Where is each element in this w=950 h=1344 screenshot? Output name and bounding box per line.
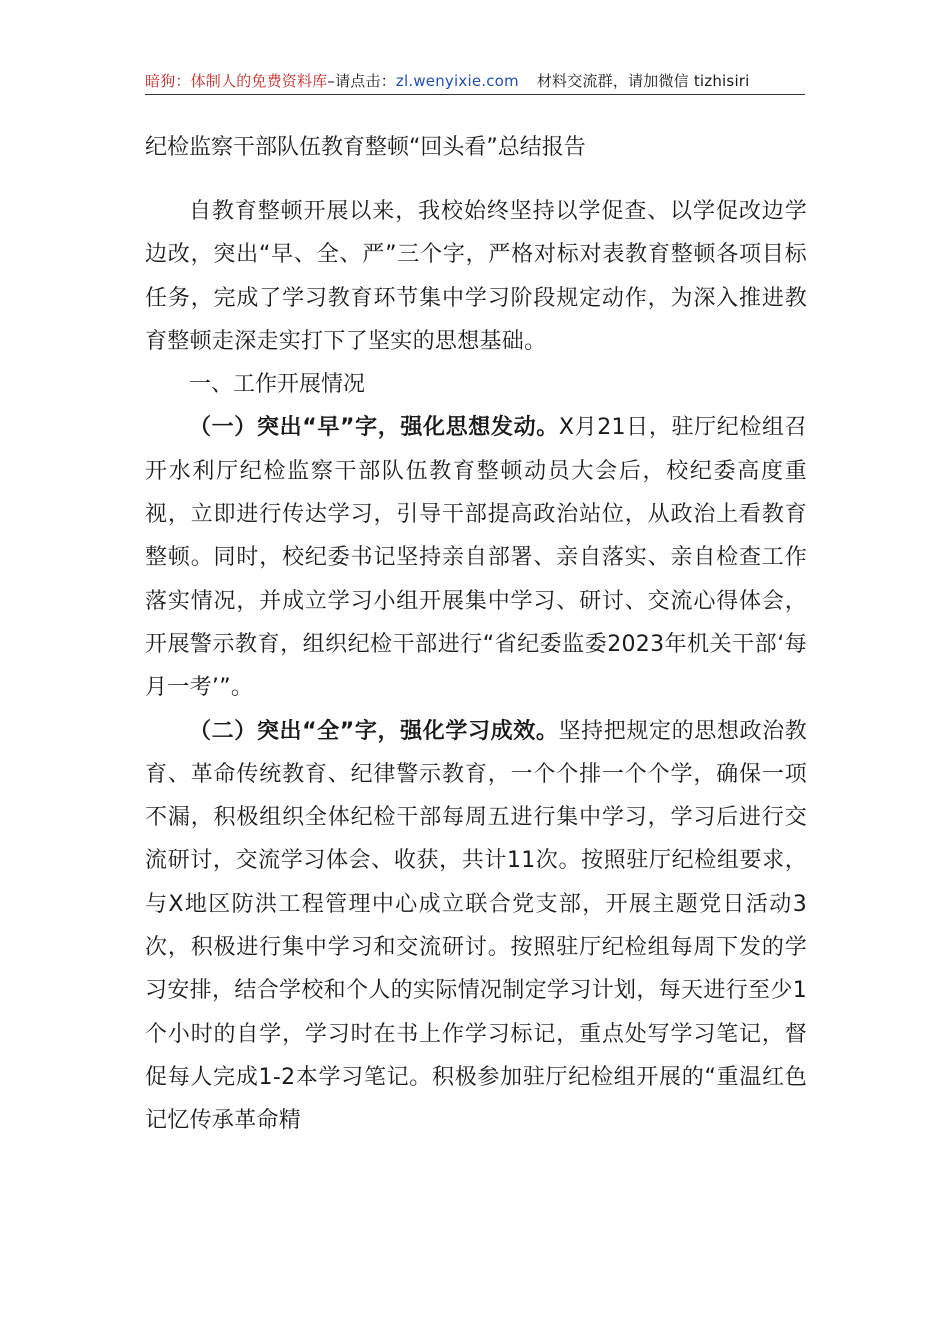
item-1-text: X月21日，驻厅纪检组召开水利厅纪检监察干部队伍教育整顿动员大会后，校纪委高度重视，立即进行传达学习，引导干部提高政治站位，从政治上看教育整顿。同时，校纪委书记坚持亲自部署、亲自落实、亲自检查工作落实情况，并成立学习小组开展集中学习、研讨、交流心得体会，开展警示教育，组织纪检干部进行“省纪委监委2023年机关干部‘每月一考’”。 (145, 415, 807, 701)
page-header (145, 68, 805, 95)
item-2-text: 坚持把规定的思想政治教育、革命传统教育、纪律警示教育，一个个排一个个学，确保一项不漏，积极组织全体纪检干部每周五进行集中学习，学习后进行交流研讨，交流学习体会、收获，共计11次。按照驻厅纪检组要求，与X地区防洪工程管理中心成立联合党支部，开展主题党日活动3次，积极进行集中学习和交流研讨。按照驻厅纪检组每周下发的学习安排，结合学校和个人的实际情况制定学习计划，每天进行至少1个小时的自学，学习时在书上作学习标记，重点处写学习笔记，督促每人完成1-2本学习笔记。积极参加驻厅纪检组开展的“重温红色记忆传承革命精 (145, 718, 807, 1134)
document-title: 纪检监察干部队伍教育整顿“回头看”总结报告 (145, 135, 586, 160)
item-paragraph-1 (145, 406, 807, 709)
header-wechat-note: 材料交流群，请加微信 tizhisiri (536, 72, 750, 90)
item-2-lead: （二）突出“全”字，强化学习成效。 (189, 718, 559, 744)
header-brand: 暗狗：体制人的免费资料库 (145, 72, 328, 90)
item-1-lead: （一）突出“早”字，强化思想发动。 (189, 415, 559, 441)
header-url-link[interactable]: zl.wenyixie.com (395, 72, 519, 90)
item-paragraph-2 (145, 710, 807, 1143)
intro-paragraph: 自教育整顿开展以来，我校始终坚持以学促查、以学促改边学边改，突出“早、全、严”三个字，严格对标对表教育整顿各项目标任务，完成了学习教育环节集中学习阶段规定动作，为深入推进教育整顿走深走实打下了坚实的思想基础。 (145, 199, 807, 354)
section-heading: 一、工作开展情况 (189, 372, 366, 398)
header-click-prefix: –请点击： (327, 72, 396, 90)
document-body (145, 190, 807, 1143)
